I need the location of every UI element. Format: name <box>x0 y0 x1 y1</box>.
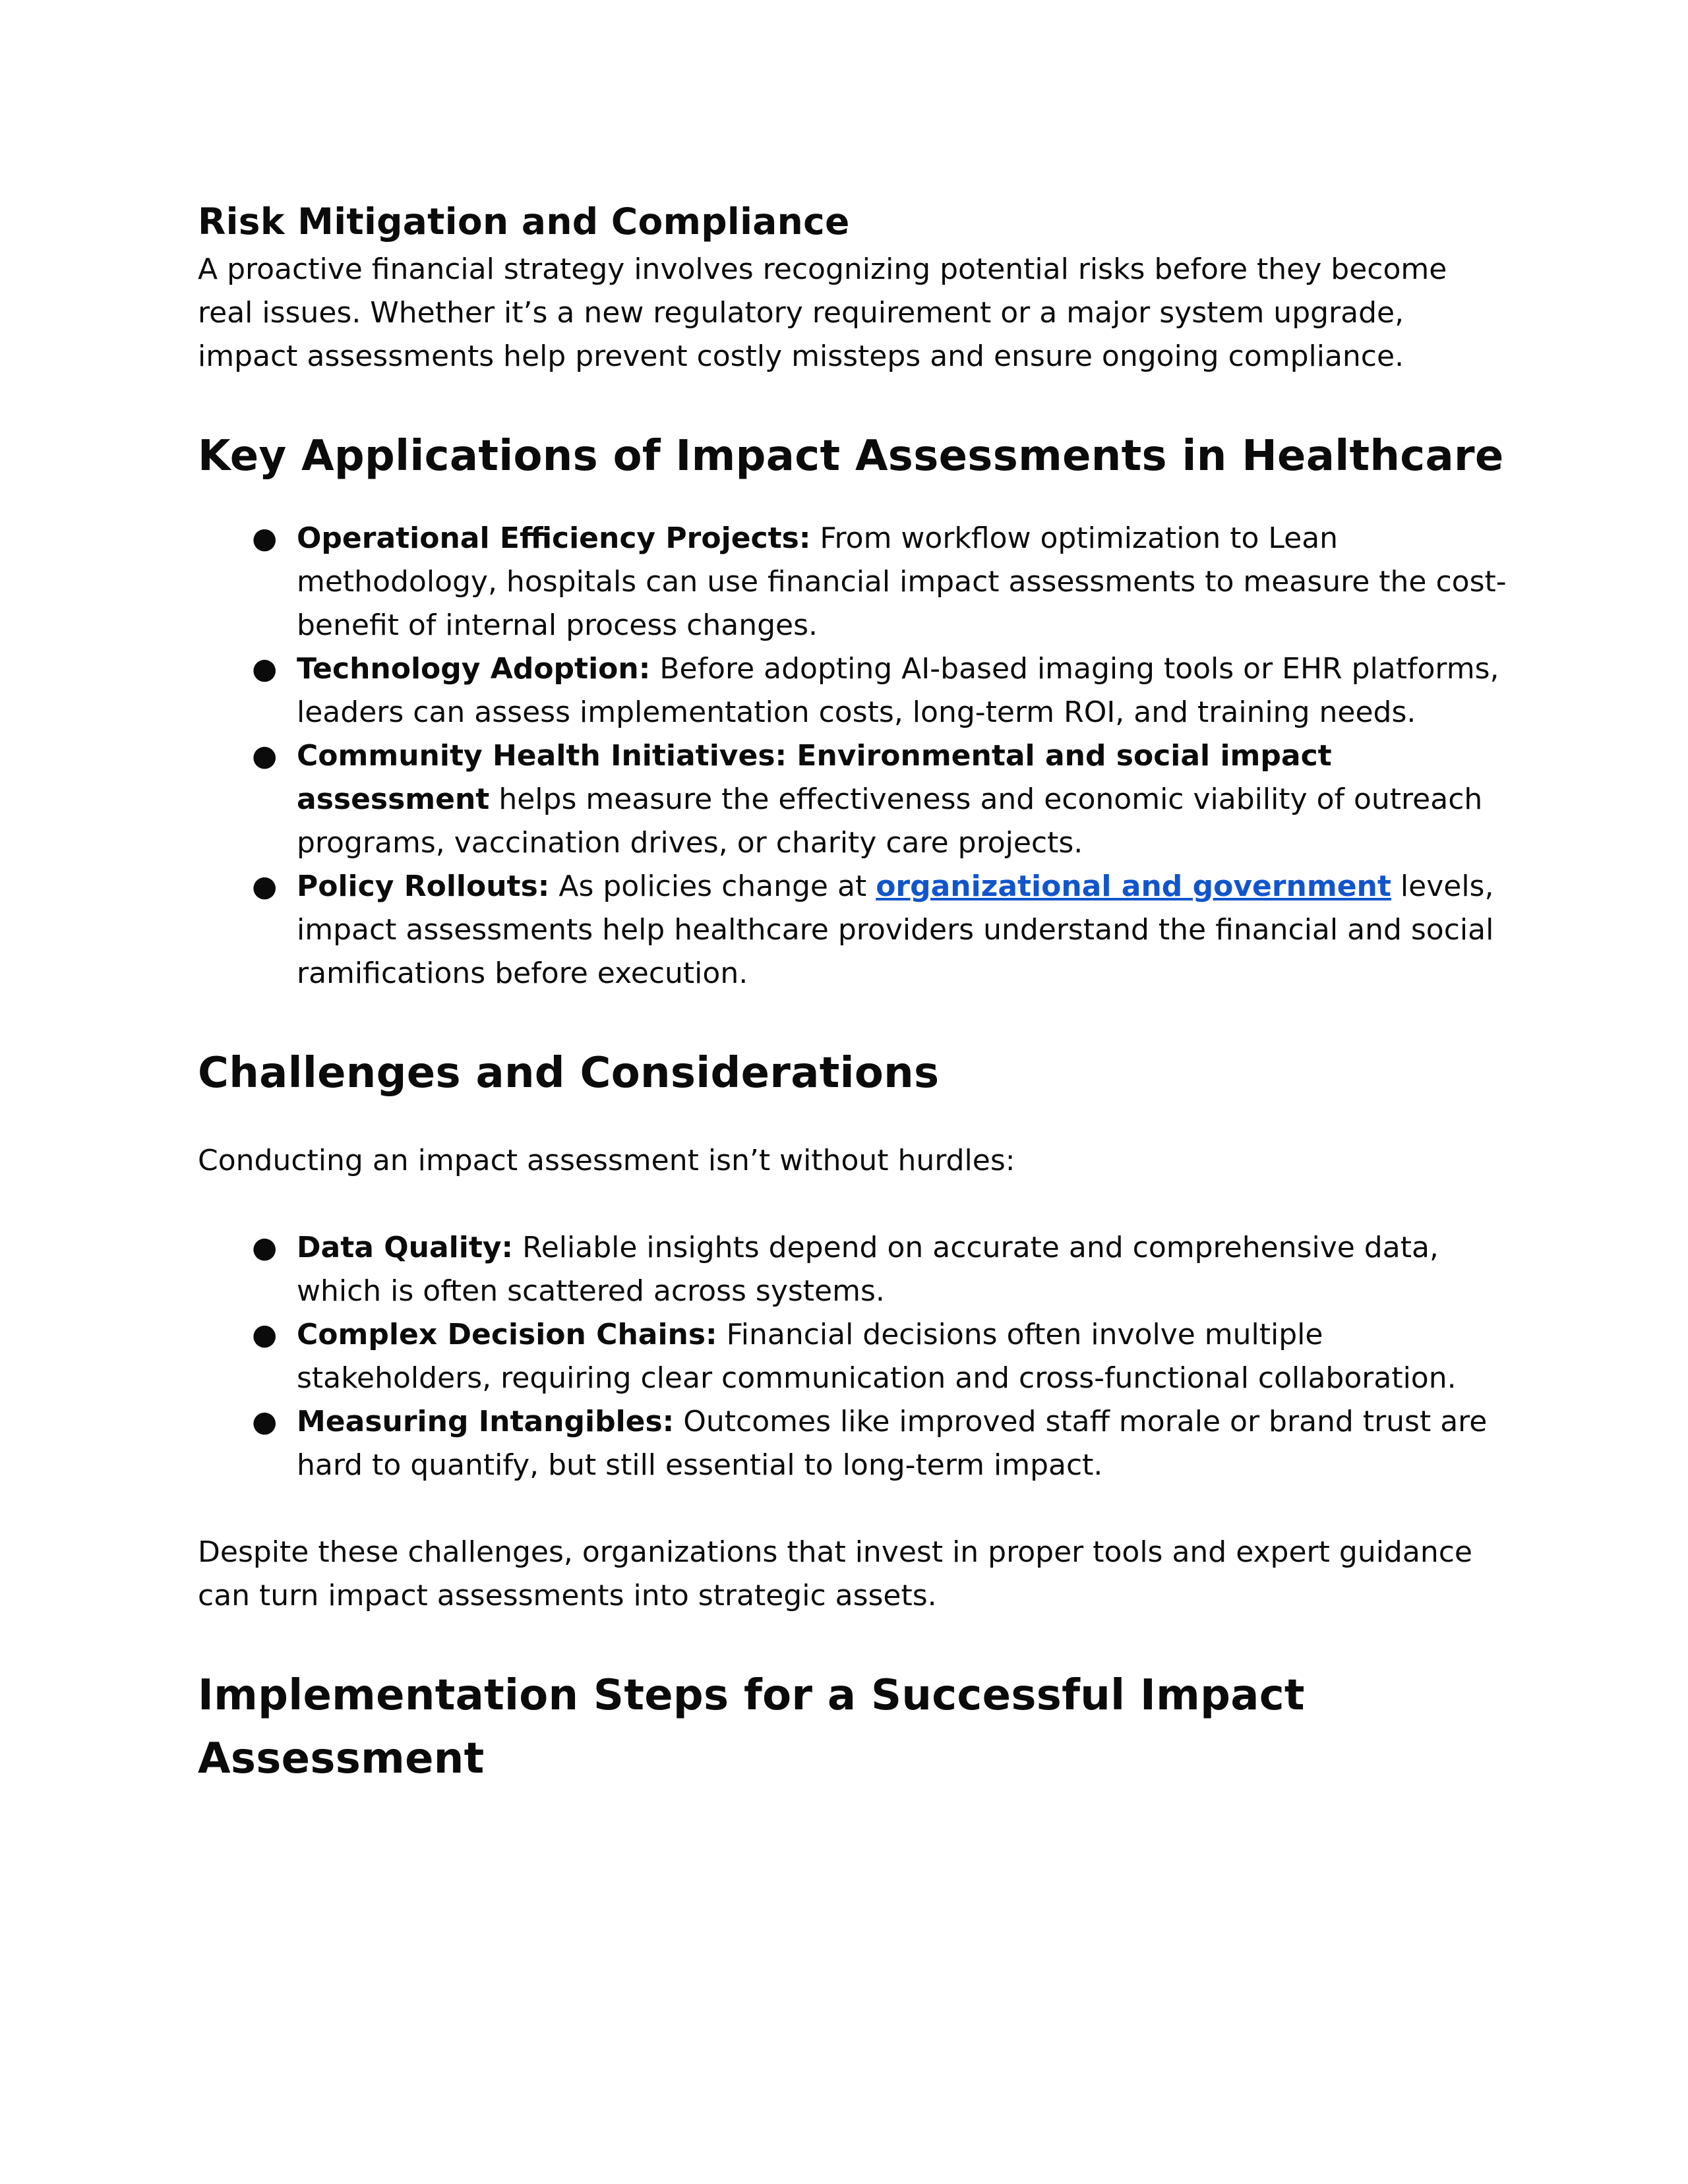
item-text: From workflow optimization to Lean methodology, hospitals can use financial impact assessments to measure the cost-benefit of internal process changes. <box>297 521 1507 642</box>
list-item <box>198 517 1510 647</box>
list-item <box>198 1400 1510 1487</box>
list-item <box>198 865 1510 995</box>
item-text: Financial decisions often involve multiple stakeholders, requiring clear communication and cross-functional collaboration. <box>297 1318 1457 1395</box>
item-term: Measuring Intangibles: <box>297 1405 675 1438</box>
list-item <box>198 1226 1510 1313</box>
item-text: Outcomes like improved staff morale or brand trust are hard to quantify, but still essential to long-term impact. <box>297 1405 1488 1482</box>
item-text: As policies change at <box>549 870 876 903</box>
document-page <box>198 195 1510 1790</box>
item-term: Technology Adoption: <box>297 652 651 686</box>
item-term: Data Quality: <box>297 1231 514 1264</box>
list-item <box>198 1313 1510 1400</box>
risk-heading: Risk Mitigation and Compliance <box>198 200 850 243</box>
organizational-government-link[interactable]: organizational and government <box>876 870 1391 903</box>
item-term: Community Health Initiatives: Environmental and social impact assessment <box>297 739 1332 816</box>
challenges-heading: Challenges and Considerations <box>198 1049 940 1098</box>
risk-paragraph: A proactive financial strategy involves recognizing potential risks before they become real issues. Whether it’s a new regulatory requirement or a major system upgrade, impact assessments help prevent costly missteps and ensure ongoing compliance. <box>198 252 1447 373</box>
bullet-icon: ● <box>252 870 278 903</box>
item-term: Operational Efficiency Projects: <box>297 521 811 555</box>
challenges-list <box>198 1226 1510 1487</box>
challenges-outro: Despite these challenges, organizations that invest in proper tools and expert guidance can turn impact assessments into strategic assets. <box>198 1535 1472 1612</box>
item-text: Reliable insights depend on accurate and comprehensive data, which is often scattered across systems. <box>297 1231 1439 1308</box>
applications-heading: Key Applications of Impact Assessments in Healthcare <box>198 432 1504 481</box>
item-term: Policy Rollouts: <box>297 870 550 903</box>
applications-list <box>198 517 1510 995</box>
bullet-icon: ● <box>252 652 278 686</box>
item-text: helps measure the effectiveness and economic viability of outreach programs, vaccination drives, or charity care projects. <box>297 782 1483 860</box>
bullet-icon: ● <box>252 1318 278 1351</box>
item-term: Complex Decision Chains: <box>297 1318 717 1351</box>
bullet-icon: ● <box>252 1405 278 1438</box>
list-item <box>198 647 1510 734</box>
item-text: levels, impact assessments help healthcare providers understand the financial and social ramifications before execution. <box>297 870 1494 990</box>
bullet-icon: ● <box>252 1231 278 1264</box>
list-item <box>198 734 1510 865</box>
item-text: Before adopting AI-based imaging tools or EHR platforms, leaders can assess implementation costs, long-term ROI, and training needs. <box>297 652 1499 729</box>
bullet-icon: ● <box>252 739 278 773</box>
implementation-heading: Implementation Steps for a Successful Impact Assessment <box>198 1671 1305 1783</box>
challenges-intro: Conducting an impact assessment isn’t without hurdles: <box>198 1144 1015 1177</box>
bullet-icon: ● <box>252 521 278 555</box>
